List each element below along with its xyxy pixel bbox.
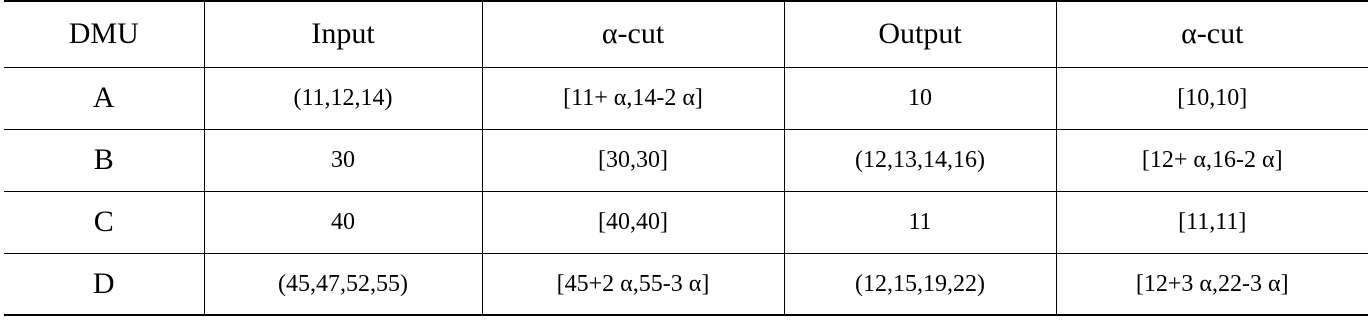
cell-input: 30	[204, 129, 482, 191]
cell-input-alpha-cut: [45+2 α,55-3 α]	[482, 253, 784, 315]
cell-input: (11,12,14)	[204, 67, 482, 129]
table-header-row	[4, 1, 1368, 67]
cell-output: 11	[784, 191, 1056, 253]
cell-input-alpha-cut: [30,30]	[482, 129, 784, 191]
cell-dmu: B	[4, 129, 204, 191]
cell-input: 40	[204, 191, 482, 253]
header-output-alpha-cut: α-cut	[1056, 1, 1368, 67]
cell-input-alpha-cut: [11+ α,14-2 α]	[482, 67, 784, 129]
table-row	[4, 191, 1368, 253]
cell-dmu: D	[4, 253, 204, 315]
cell-output: 10	[784, 67, 1056, 129]
header-input: Input	[204, 1, 482, 67]
cell-output-alpha-cut: [12+3 α,22-3 α]	[1056, 253, 1368, 315]
cell-dmu: C	[4, 191, 204, 253]
header-input-alpha-cut: α-cut	[482, 1, 784, 67]
cell-output-alpha-cut: [11,11]	[1056, 191, 1368, 253]
cell-output-alpha-cut: [12+ α,16-2 α]	[1056, 129, 1368, 191]
cell-dmu: A	[4, 67, 204, 129]
header-output: Output	[784, 1, 1056, 67]
cell-output-alpha-cut: [10,10]	[1056, 67, 1368, 129]
header-dmu: DMU	[4, 1, 204, 67]
cell-input: (45,47,52,55)	[204, 253, 482, 315]
cell-output: (12,13,14,16)	[784, 129, 1056, 191]
cell-input-alpha-cut: [40,40]	[482, 191, 784, 253]
dmu-table-container	[4, 0, 1368, 316]
table-row	[4, 253, 1368, 315]
table-row	[4, 67, 1368, 129]
cell-output: (12,15,19,22)	[784, 253, 1056, 315]
table-row	[4, 129, 1368, 191]
dmu-table	[4, 0, 1368, 316]
